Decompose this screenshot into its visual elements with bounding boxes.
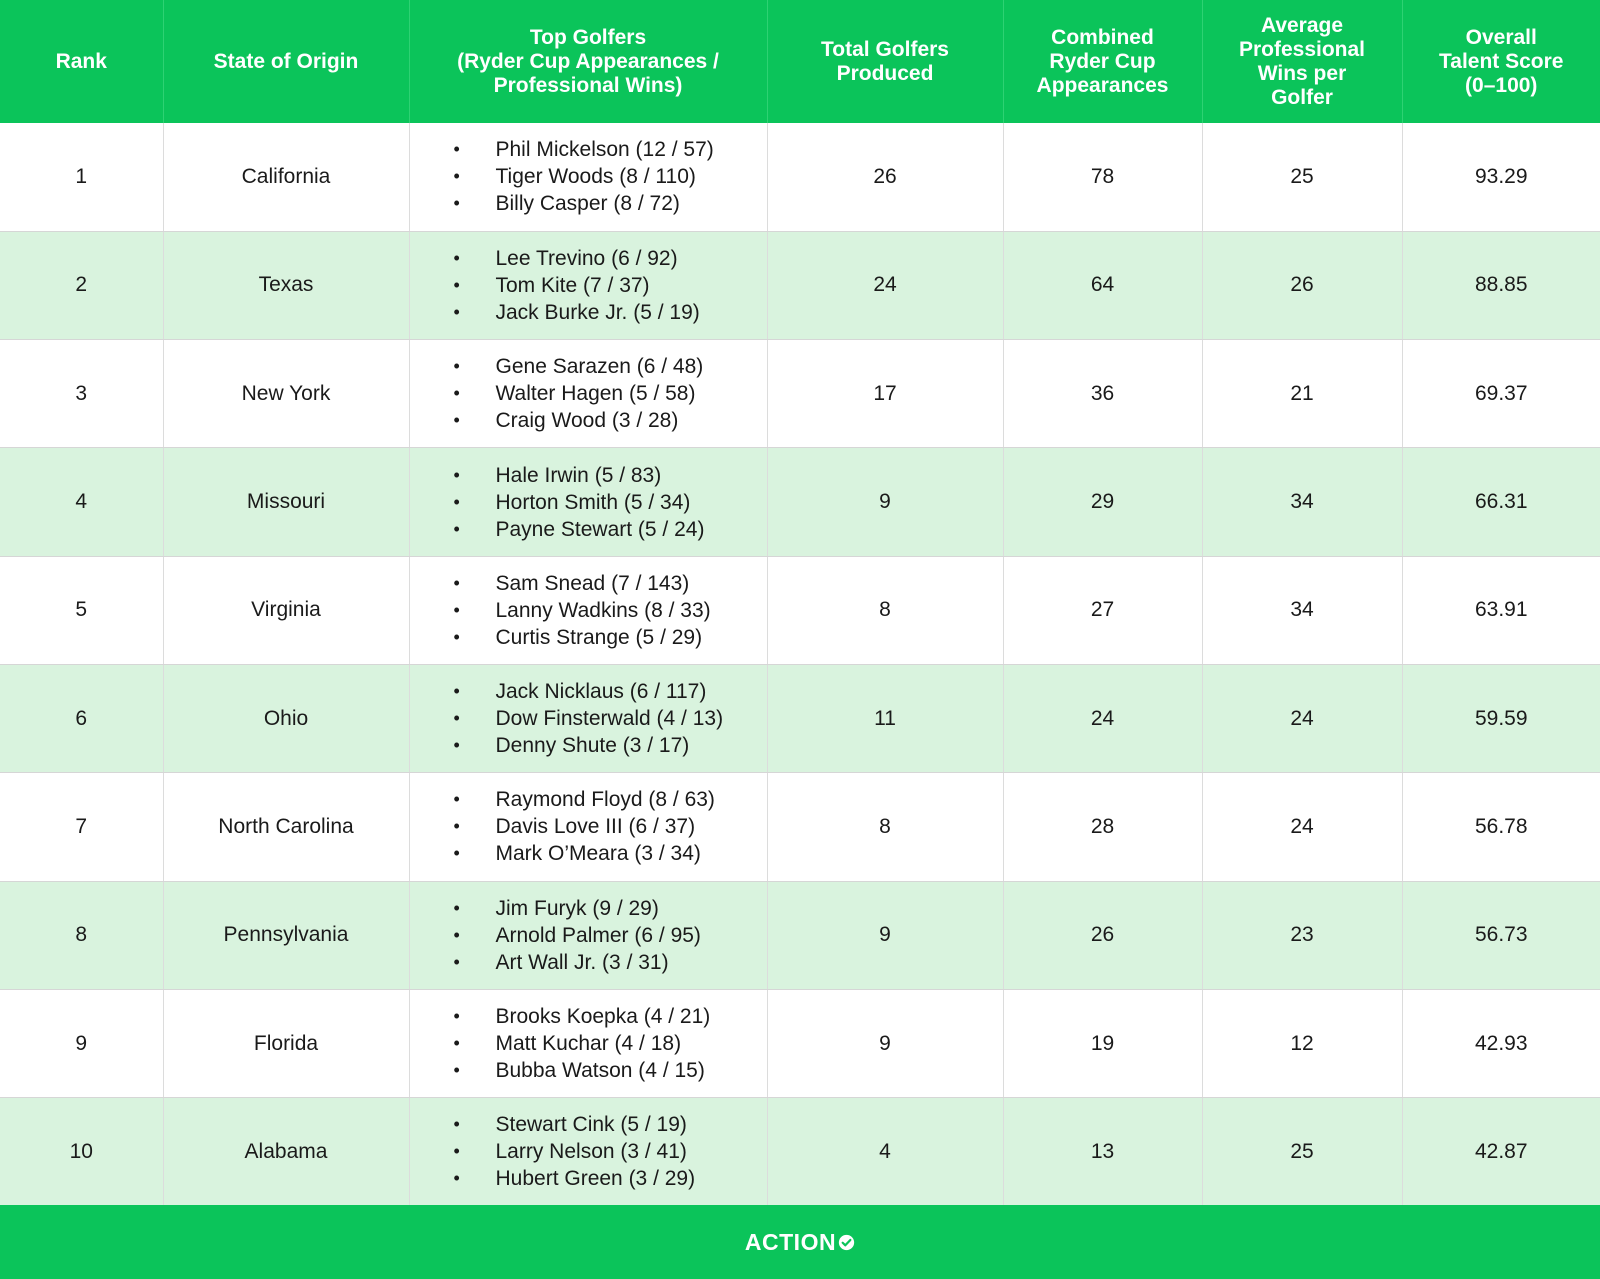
header-line: Professional Wins) <box>493 73 683 97</box>
total-golfers-cell: 9 <box>767 881 1003 989</box>
total-golfers-cell: 9 <box>767 989 1003 1097</box>
golfer-item: • Tiger Woods (8 / 110) <box>450 163 767 190</box>
golfer-item: • Craig Wood (3 / 28) <box>450 407 767 434</box>
state-cell: Florida <box>163 989 409 1097</box>
golfers-cell <box>409 448 767 556</box>
golfer-item: • Stewart Cink (5 / 19) <box>450 1111 767 1138</box>
ryder-cup-cell: 27 <box>1003 556 1202 664</box>
table-row <box>0 231 1600 339</box>
golfer-list <box>450 136 767 217</box>
header-line: Produced <box>836 61 934 85</box>
rank-cell: 4 <box>0 448 163 556</box>
brand-name: ACTION <box>744 1228 837 1255</box>
rank-cell: 8 <box>0 881 163 989</box>
golfer-item: • Bubba Watson (4 / 15) <box>450 1057 767 1084</box>
golfer-item: • Tom Kite (7 / 37) <box>450 272 767 299</box>
talent-score-cell: 69.37 <box>1402 340 1600 448</box>
golfer-list <box>450 786 767 867</box>
talent-score-cell: 66.31 <box>1402 448 1600 556</box>
talent-score-cell: 42.87 <box>1402 1098 1600 1206</box>
golfer-item: • Matt Kuchar (4 / 18) <box>450 1030 767 1057</box>
header-state <box>163 0 409 123</box>
golfer-item: • Dow Finsterwald (4 / 13) <box>450 705 767 732</box>
talent-score-cell: 56.78 <box>1402 773 1600 881</box>
header-line: Ryder Cup <box>1049 49 1156 73</box>
ryder-cup-cell: 28 <box>1003 773 1202 881</box>
ryder-cup-cell: 29 <box>1003 448 1202 556</box>
avg-wins-cell: 21 <box>1202 340 1402 448</box>
table-row <box>0 773 1600 881</box>
header-line: Overall <box>1465 25 1537 49</box>
state-cell: Virginia <box>163 556 409 664</box>
golfers-cell <box>409 773 767 881</box>
header-line: Top Golfers <box>529 25 647 49</box>
header-line: Combined <box>1051 25 1154 49</box>
avg-wins-cell: 26 <box>1202 231 1402 339</box>
talent-score-cell: 56.73 <box>1402 881 1600 989</box>
header-line: Total Golfers <box>821 37 949 61</box>
table-row <box>0 340 1600 448</box>
table-row <box>0 448 1600 556</box>
golfer-item: • Arnold Palmer (6 / 95) <box>450 922 767 949</box>
avg-wins-cell: 24 <box>1202 664 1402 772</box>
state-cell: Missouri <box>163 448 409 556</box>
header-line: Professional <box>1238 37 1366 61</box>
header-rank <box>0 0 163 123</box>
total-golfers-cell: 11 <box>767 664 1003 772</box>
golfer-list <box>450 570 767 651</box>
avg-wins-cell: 24 <box>1202 773 1402 881</box>
avg-wins-cell: 34 <box>1202 556 1402 664</box>
total-golfers-cell: 9 <box>767 448 1003 556</box>
table-row <box>0 881 1600 989</box>
golfers-cell <box>409 664 767 772</box>
golfer-item: • Curtis Strange (5 / 29) <box>450 624 767 651</box>
golfer-item: • Phil Mickelson (12 / 57) <box>450 136 767 163</box>
golfers-cell <box>409 123 767 231</box>
ryder-cup-cell: 19 <box>1003 989 1202 1097</box>
golfers-cell <box>409 881 767 989</box>
total-golfers-cell: 8 <box>767 556 1003 664</box>
total-golfers-cell: 4 <box>767 1098 1003 1206</box>
golfer-list <box>450 245 767 326</box>
state-cell: North Carolina <box>163 773 409 881</box>
avg-wins-cell: 34 <box>1202 448 1402 556</box>
header-talent-score <box>1402 0 1600 123</box>
talent-score-cell: 42.93 <box>1402 989 1600 1097</box>
rank-cell: 7 <box>0 773 163 881</box>
total-golfers-cell: 17 <box>767 340 1003 448</box>
golfer-item: • Hale Irwin (5 / 83) <box>450 462 767 489</box>
golfer-item: • Jim Furyk (9 / 29) <box>450 895 767 922</box>
golfer-item: • Jack Nicklaus (6 / 117) <box>450 678 767 705</box>
total-golfers-cell: 26 <box>767 123 1003 231</box>
golfer-item: • Raymond Floyd (8 / 63) <box>450 786 767 813</box>
ryder-cup-cell: 24 <box>1003 664 1202 772</box>
total-golfers-cell: 24 <box>767 231 1003 339</box>
state-cell: California <box>163 123 409 231</box>
golfer-item: • Horton Smith (5 / 34) <box>450 489 767 516</box>
golfer-item: • Payne Stewart (5 / 24) <box>450 516 767 543</box>
golfers-cell <box>409 231 767 339</box>
golfer-list <box>450 678 767 759</box>
golfers-cell <box>409 556 767 664</box>
avg-wins-cell: 23 <box>1202 881 1402 989</box>
header-row <box>0 0 1600 123</box>
rank-cell: 3 <box>0 340 163 448</box>
header-avg-wins <box>1202 0 1402 123</box>
state-cell: Ohio <box>163 664 409 772</box>
talent-score-cell: 59.59 <box>1402 664 1600 772</box>
header-top-golfers <box>409 0 767 123</box>
header-ryder-cup <box>1003 0 1202 123</box>
ryder-cup-cell: 26 <box>1003 881 1202 989</box>
table-row <box>0 123 1600 231</box>
header-line: Average <box>1260 13 1344 37</box>
table-row <box>0 1098 1600 1206</box>
talent-score-cell: 93.29 <box>1402 123 1600 231</box>
ryder-cup-cell: 64 <box>1003 231 1202 339</box>
golfer-item: • Jack Burke Jr. (5 / 19) <box>450 299 767 326</box>
table-row <box>0 664 1600 772</box>
header-line: Appearances <box>1036 73 1169 97</box>
rank-cell: 2 <box>0 231 163 339</box>
state-cell: Texas <box>163 231 409 339</box>
golfer-item: • Lee Trevino (6 / 92) <box>450 245 767 272</box>
state-cell: Pennsylvania <box>163 881 409 989</box>
header-line: (0–100) <box>1465 73 1538 97</box>
table-body <box>0 123 1600 1206</box>
ryder-cup-cell: 78 <box>1003 123 1202 231</box>
header-line: Wins per <box>1257 61 1347 85</box>
golfer-list <box>450 462 767 543</box>
avg-wins-cell: 25 <box>1202 123 1402 231</box>
header-line: State of Origin <box>213 49 359 73</box>
golfer-item: • Gene Sarazen (6 / 48) <box>450 353 767 380</box>
golfer-item: • Mark O’Meara (3 / 34) <box>450 840 767 867</box>
golfers-cell <box>409 989 767 1097</box>
rank-cell: 10 <box>0 1098 163 1206</box>
brand-logo <box>745 1229 855 1256</box>
golfers-cell <box>409 1098 767 1206</box>
ryder-cup-cell: 13 <box>1003 1098 1202 1206</box>
state-cell: New York <box>163 340 409 448</box>
rank-cell: 9 <box>0 989 163 1097</box>
golfer-list <box>450 1111 767 1192</box>
golfer-item: • Denny Shute (3 / 17) <box>450 732 767 759</box>
ryder-cup-cell: 36 <box>1003 340 1202 448</box>
golfer-list <box>450 353 767 434</box>
header-line: Golfer <box>1271 85 1333 109</box>
golfer-list <box>450 1003 767 1084</box>
golfers-cell <box>409 340 767 448</box>
golfer-item: • Lanny Wadkins (8 / 33) <box>450 597 767 624</box>
golfer-item: • Art Wall Jr. (3 / 31) <box>450 949 767 976</box>
talent-score-cell: 88.85 <box>1402 231 1600 339</box>
golfer-item: • Sam Snead (7 / 143) <box>450 570 767 597</box>
golfer-item: • Larry Nelson (3 / 41) <box>450 1138 767 1165</box>
golfer-item: • Brooks Koepka (4 / 21) <box>450 1003 767 1030</box>
check-circle-icon <box>838 1234 855 1251</box>
header-line: Rank <box>55 49 107 73</box>
footer-bar <box>0 1205 1600 1279</box>
header-line: Talent Score <box>1439 49 1564 73</box>
header-line: (Ryder Cup Appearances / <box>457 49 719 73</box>
rank-cell: 5 <box>0 556 163 664</box>
rank-cell: 1 <box>0 123 163 231</box>
table-row <box>0 556 1600 664</box>
total-golfers-cell: 8 <box>767 773 1003 881</box>
rank-cell: 6 <box>0 664 163 772</box>
talent-score-cell: 63.91 <box>1402 556 1600 664</box>
avg-wins-cell: 12 <box>1202 989 1402 1097</box>
avg-wins-cell: 25 <box>1202 1098 1402 1206</box>
golfer-item: • Hubert Green (3 / 29) <box>450 1165 767 1192</box>
golfer-item: • Billy Casper (8 / 72) <box>450 190 767 217</box>
header-total-golfers <box>767 0 1003 123</box>
golfer-item: • Davis Love III (6 / 37) <box>450 813 767 840</box>
golfer-list <box>450 895 767 976</box>
state-cell: Alabama <box>163 1098 409 1206</box>
golfer-item: • Walter Hagen (5 / 58) <box>450 380 767 407</box>
table-row <box>0 989 1600 1097</box>
